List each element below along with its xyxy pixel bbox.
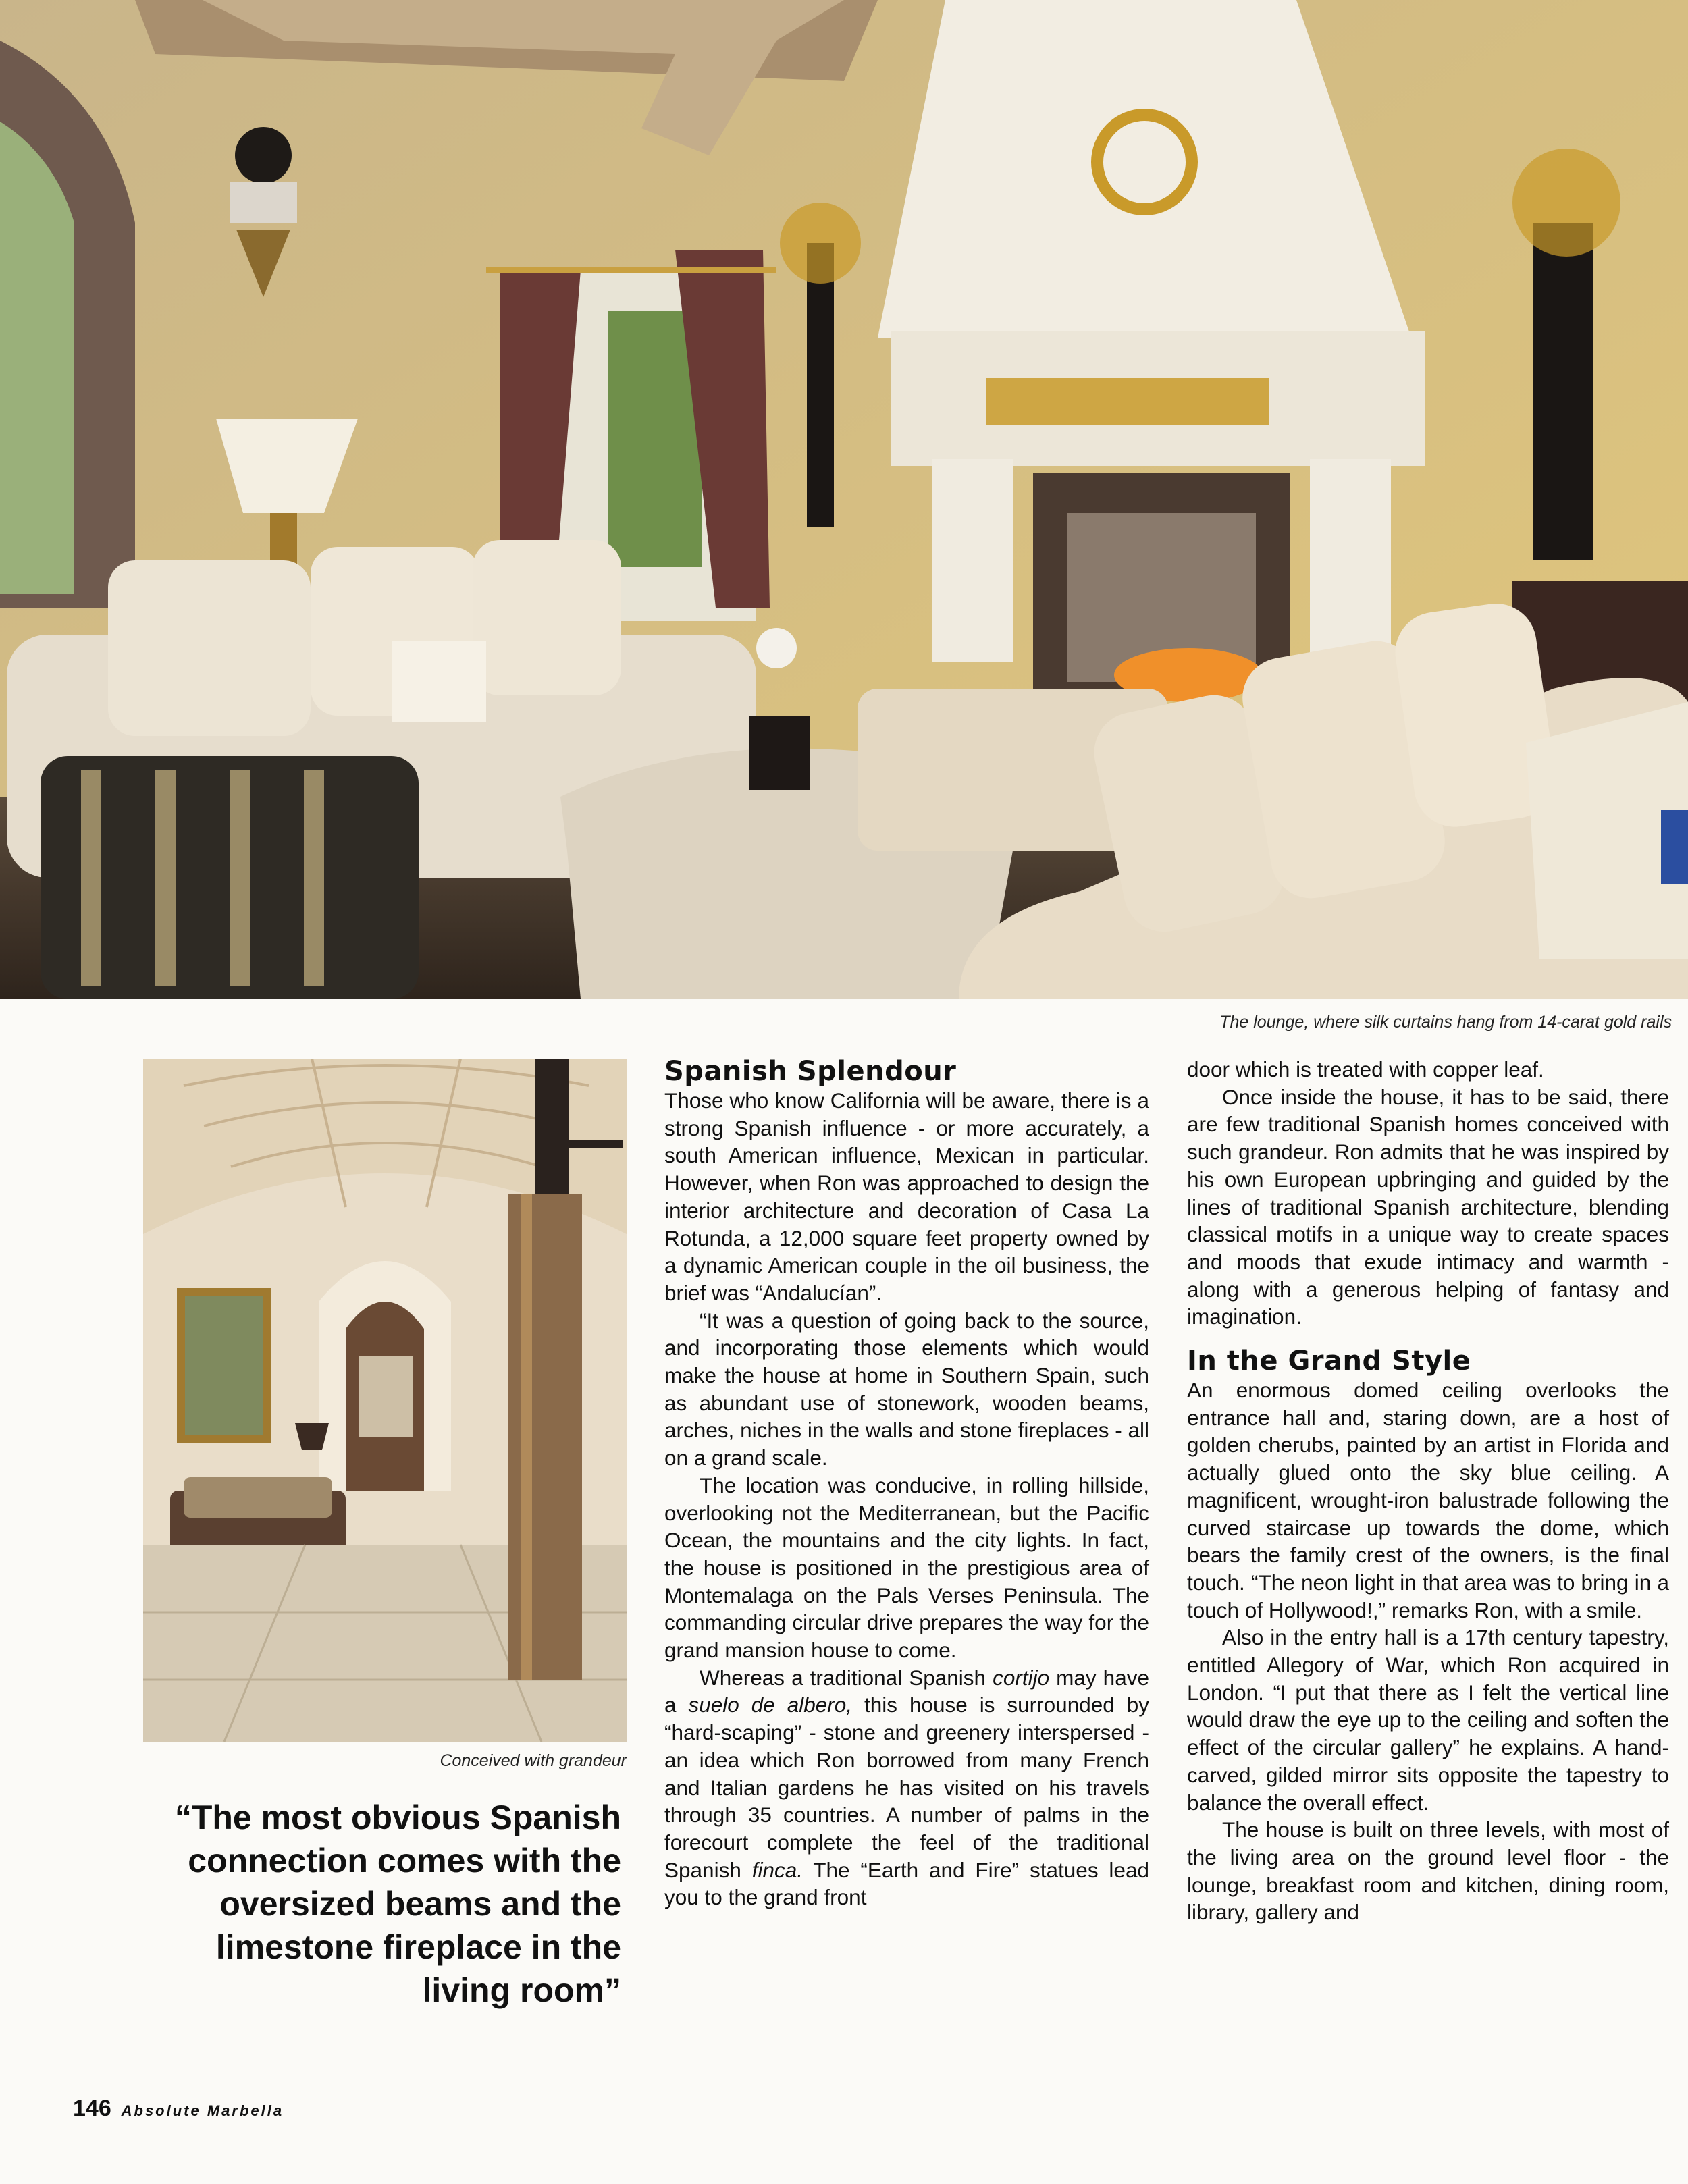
magazine-name: Absolute Marbella xyxy=(121,2102,284,2119)
article-column-2 xyxy=(1187,1056,1669,1926)
paragraph: Those who know California will be aware, there is a strong Spanish influence - or more accurately, a south American influence, Mexican in particular. However, when Ron was approached to design the interior architecture and decoration of Casa La Rotunda, a 12,000 square feet property owned by a dynamic American couple in the oil business, the brief was “Andalucían”. xyxy=(664,1088,1149,1305)
hallway-photo-caption: Conceived with grandeur xyxy=(440,1751,627,1770)
page-folio xyxy=(73,2096,284,2122)
paragraph: The location was conducive, in rolling hillside, overlooking not the Mediterranean, but the Pacific Ocean, the mountains and the city lights. In fact, the house is positioned in the prestigious area of Montemalaga on the Pals Verses Peninsula. The commanding circular drive prepares the way for the grand mansion house to come. xyxy=(664,1472,1149,1663)
page-number: 146 xyxy=(73,2096,111,2121)
section-heading-spanish-splendour: Spanish Splendour xyxy=(664,1056,957,1087)
paragraph: “It was a question of going back to the source, and incorporating those elements which would make the house at home in Southern Spain, such as abundant use of stonework, wooden beams, arches, niches in the walls and stone fireplaces - all on a grand scale. xyxy=(664,1308,1149,1470)
article-column-1 xyxy=(664,1056,1149,1911)
paragraph: The house is built on three levels, with most of the living area on the ground level floor - the lounge, breakfast room and kitchen, dining room, library, gallery and xyxy=(1187,1817,1669,1925)
paragraph: Whereas a traditional Spanish cortijo may have a suelo de albero, this house is surrounded by “hard-scaping” - stone and greenery interspersed - an idea which Ron borrowed from many French and Italian gardens he has visited on his travels through 35 countries. A number of palms in the forecourt complete the feel of the traditional Spanish finca. The “Earth and Fire” statues lead you to the grand front xyxy=(664,1665,1149,1910)
section-heading-grand-style: In the Grand Style xyxy=(1187,1346,1471,1377)
lounge-photo xyxy=(0,0,1688,999)
pull-quote: “The most obvious Spanish connection comes with the oversized beams and the limestone fireplace in the living room” xyxy=(174,1799,621,2009)
paragraph: Once inside the house, it has to be said, there are few traditional Spanish homes conceived with such grandeur. Ron admits that he was inspired by his own European upbringing and guided by the lines of traditional Spanish architecture, blending classical motifs in a unique way to create spaces and moods that exude intimacy and warmth - along with a generous helping of fantasy and imagination. xyxy=(1187,1084,1669,1329)
paragraph: Also in the entry hall is a 17th century tapestry, entitled Allegory of War, which Ron acquired in London. “I put that there as I felt the vertical line would draw the eye up to the ceiling and soften the effect of the circular gallery” he explains. A hand-carved, gilded mirror sits opposite the tapestry to balance the overall effect. xyxy=(1187,1625,1669,1815)
lounge-photo-caption: The lounge, where silk curtains hang from 14-carat gold rails xyxy=(1219,1013,1672,1032)
hallway-photo xyxy=(143,1059,627,1742)
paragraph: door which is treated with copper leaf. xyxy=(1187,1057,1544,1082)
paragraph: An enormous domed ceiling overlooks the entrance hall and, staring down, are a host of golden cherubs, painted by an artist in Florida and actually glued onto the sky blue ceiling. A magnificent, wrought-iron balustrade following the curved staircase up towards the dome, which bears the family crest of the owners, is the final touch. “The neon light in that area was to bring in a touch of Hollywood!,” remarks Ron, with a smile. xyxy=(1187,1378,1669,1622)
